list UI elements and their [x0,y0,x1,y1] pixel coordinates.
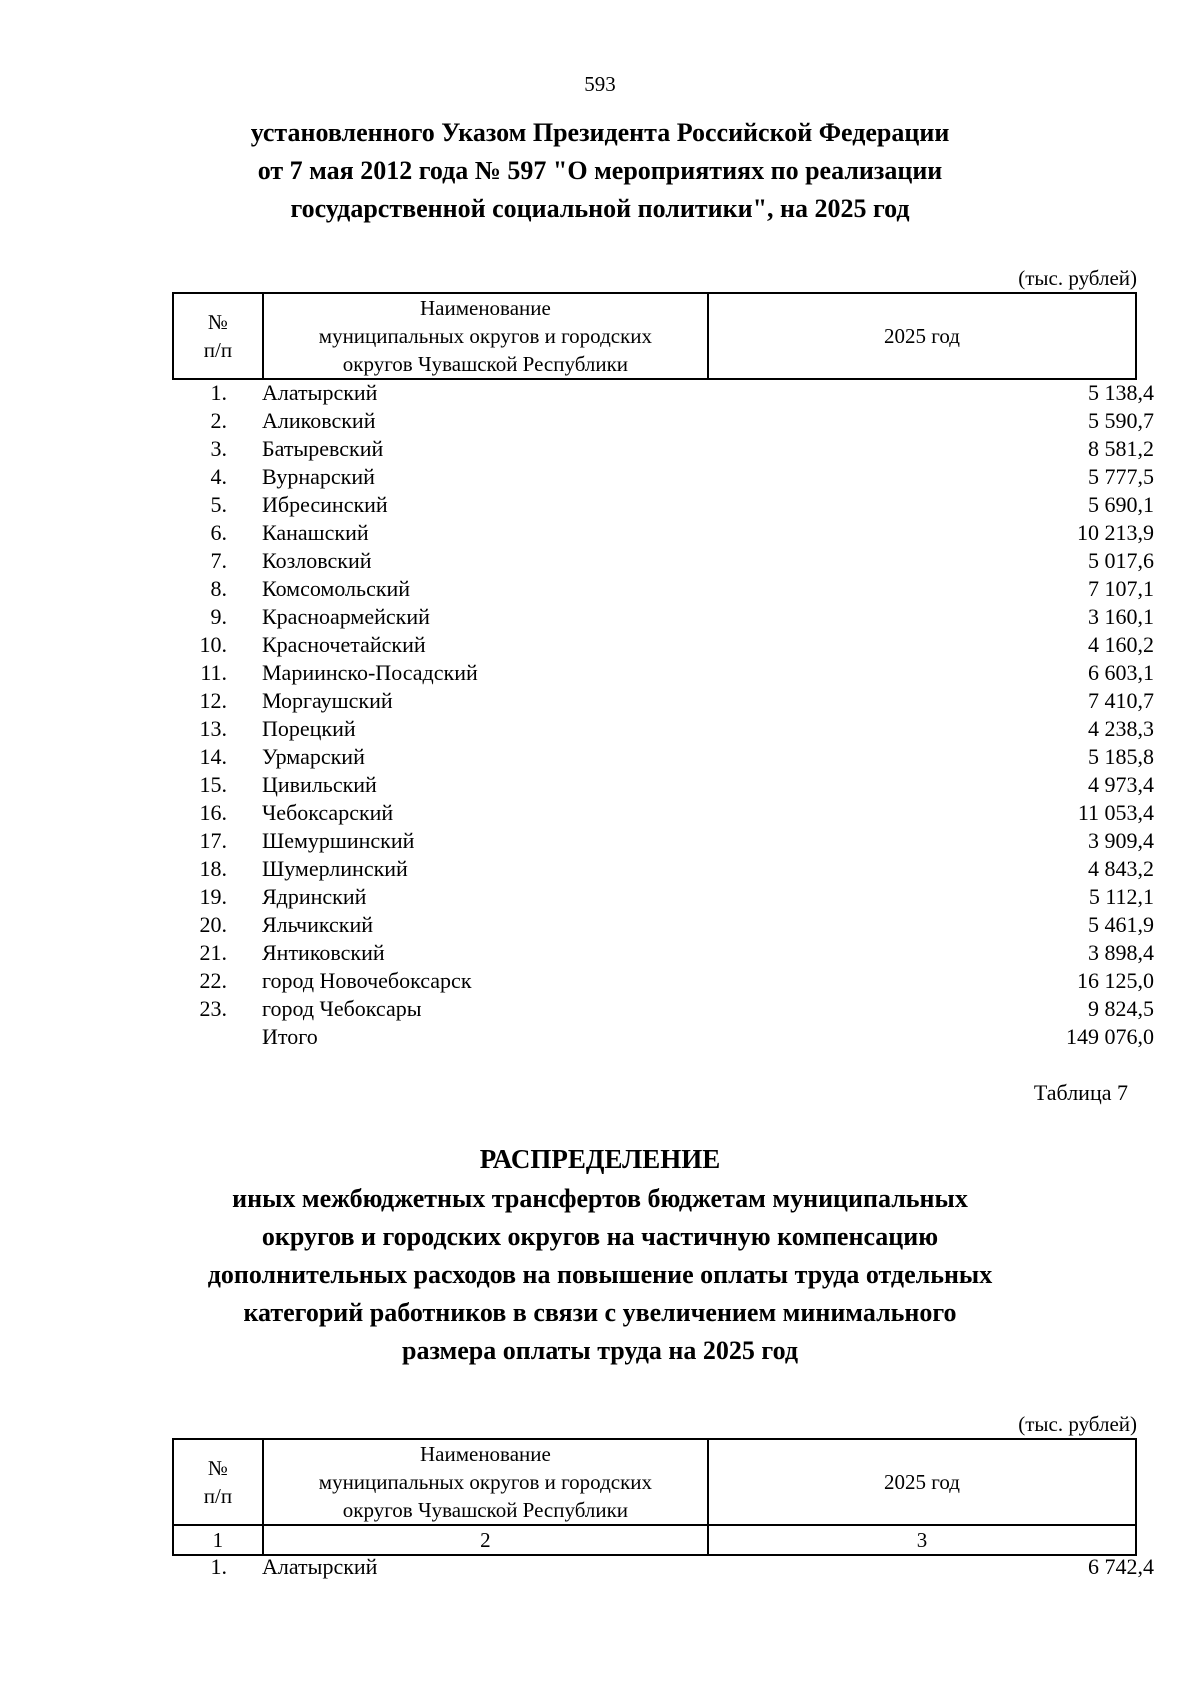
row-value: 149 076,0 [1066,1024,1154,1049]
row-value: 5 138,4 [1088,380,1154,405]
table-row [172,379,1154,407]
header-col-number: № п/п [173,1439,263,1525]
row-number: 23. [199,996,227,1021]
row-value: 4 160,2 [1088,632,1154,657]
row-number: 17. [199,828,227,853]
row-value: 11 053,4 [1077,800,1154,825]
row-name: Шумерлинский [262,856,408,881]
row-value: 7 107,1 [1088,576,1154,601]
row-name: Яльчикский [262,912,373,937]
row-name: Чебоксарский [262,800,394,825]
table-row [172,491,1154,519]
row-name: Шемуршинский [262,828,415,853]
row-name: город Чебоксары [262,996,422,1021]
row-number: 3. [210,436,227,461]
row-name: Мариинско-Посадский [262,660,478,685]
header-col-year: 2025 год [708,293,1136,379]
row-number: 8. [210,576,227,601]
table-row [172,743,1154,771]
section1-title-line: от 7 мая 2012 года № 597 "О мероприятиях по реализации [257,156,943,185]
header-col-year: 2025 год [708,1439,1136,1525]
row-number: 5. [210,492,227,517]
header-col-number: № п/п [173,293,263,379]
section2-title [0,1180,1200,1370]
row-number: 11. [200,660,227,685]
row-name: Урмарский [262,744,365,769]
row-value: 4 238,3 [1088,716,1154,741]
row-name: Алатырский [262,1554,378,1579]
table-row [172,435,1154,463]
section1-table-header [172,292,1137,380]
section2-title-line: иных межбюджетных трансфертов бюджетам муниципальных [232,1184,968,1213]
table-row [172,855,1154,883]
row-value: 9 824,5 [1088,996,1154,1021]
row-name: Янтиковский [262,940,385,965]
row-value: 4 973,4 [1088,772,1154,797]
row-number: 22. [199,968,227,993]
row-name: город Новочебоксарск [262,968,472,993]
row-name: Козловский [262,548,372,573]
row-name: Аликовский [262,408,376,433]
table-row [172,547,1154,575]
page-number: 593 [584,72,616,96]
section2-title-line: категорий работников в связи с увеличением минимального [243,1298,957,1327]
section2-heading: РАСПРЕДЕЛЕНИЕ [479,1144,721,1174]
row-value: 10 213,9 [1077,520,1154,545]
row-number: 1. [210,380,227,405]
row-name: Ибресинский [262,492,388,517]
table-row [172,967,1154,995]
section2-title-line: дополнительных расходов на повышение оплаты труда отдельных [207,1260,993,1289]
row-value: 7 410,7 [1088,688,1154,713]
table-row [172,687,1154,715]
row-value: 5 112,1 [1088,884,1154,909]
row-number: 21. [199,940,227,965]
header-col-name: Наименование муниципальных округов и городских округов Чувашской Республики [263,293,708,379]
column-number-3: 3 [708,1525,1136,1555]
table-row [172,883,1154,911]
row-number: 16. [199,800,227,825]
table-row [172,827,1154,855]
section2-units: (тыс. рублей) [1018,1412,1137,1436]
row-name: Алатырский [262,380,378,405]
row-name: Моргаушский [262,688,393,713]
row-number: 18. [199,856,227,881]
table-row [172,771,1154,799]
row-value: 5 690,1 [1088,492,1154,517]
row-value: 5 777,5 [1088,464,1154,489]
row-value: 6 603,1 [1088,660,1154,685]
section1-title-line: государственной социальной политики", на 2025 год [290,194,910,223]
row-number: 14. [199,744,227,769]
table-row [172,631,1154,659]
table-row [172,995,1154,1023]
row-name: Батыревский [262,436,384,461]
row-value: 3 898,4 [1088,940,1154,965]
row-name: Красночетайский [262,632,426,657]
table-row [172,575,1154,603]
row-name: Комсомольский [262,576,411,601]
row-value: 5 461,9 [1088,912,1154,937]
row-number: 1. [210,1554,227,1579]
table-label: Таблица 7 [1033,1080,1128,1105]
table-row [172,519,1154,547]
table-row [172,659,1154,687]
row-name: Ядринский [262,884,367,909]
section1-title-line: установленного Указом Президента Российской Федерации [250,118,950,147]
section2-title-line: округов и городских округов на частичную компенсацию [261,1222,939,1251]
row-value: 3 160,1 [1088,604,1154,629]
header-col-name: Наименование муниципальных округов и городских округов Чувашской Республики [263,1439,708,1525]
table-row [172,911,1154,939]
row-number: 9. [210,604,227,629]
table-row [172,715,1154,743]
section2-table-body [172,1553,1154,1581]
table-row [172,1553,1154,1581]
section1-table-body [172,379,1154,1051]
column-number-1: 1 [173,1525,263,1555]
section1-units: (тыс. рублей) [1018,266,1137,290]
row-value: 8 581,2 [1088,436,1154,461]
section1-title [0,114,1200,228]
row-value: 5 590,7 [1088,408,1154,433]
table-row-total [172,1023,1154,1051]
row-value: 4 843,2 [1088,856,1154,881]
row-name: Цивильский [262,772,377,797]
row-number: 2. [210,408,227,433]
row-number: 15. [199,772,227,797]
row-number: 13. [199,716,227,741]
row-value: 6 742,4 [1088,1554,1154,1579]
row-name: Итого [262,1024,318,1049]
table-row [172,407,1154,435]
section2-table-header [172,1438,1137,1556]
row-name: Порецкий [262,716,356,741]
row-number: 7. [210,548,227,573]
column-numbers-row [173,1525,1136,1555]
section2-title-line: размера оплаты труда на 2025 год [402,1336,798,1365]
table-row [172,463,1154,491]
row-value: 5 185,8 [1088,744,1154,769]
row-number: 12. [199,688,227,713]
column-number-2: 2 [263,1525,708,1555]
row-value: 5 017,6 [1088,548,1154,573]
table-row [172,939,1154,967]
row-name: Канашский [262,520,369,545]
row-value: 16 125,0 [1077,968,1154,993]
row-number: 6. [210,520,227,545]
row-name: Вурнарский [262,464,375,489]
row-number: 20. [199,912,227,937]
row-number: 19. [199,884,227,909]
table-row [172,603,1154,631]
row-number: 10. [199,632,227,657]
row-name: Красноармейский [262,604,430,629]
row-value: 3 909,4 [1088,828,1154,853]
row-number: 4. [210,464,227,489]
table-row [172,799,1154,827]
